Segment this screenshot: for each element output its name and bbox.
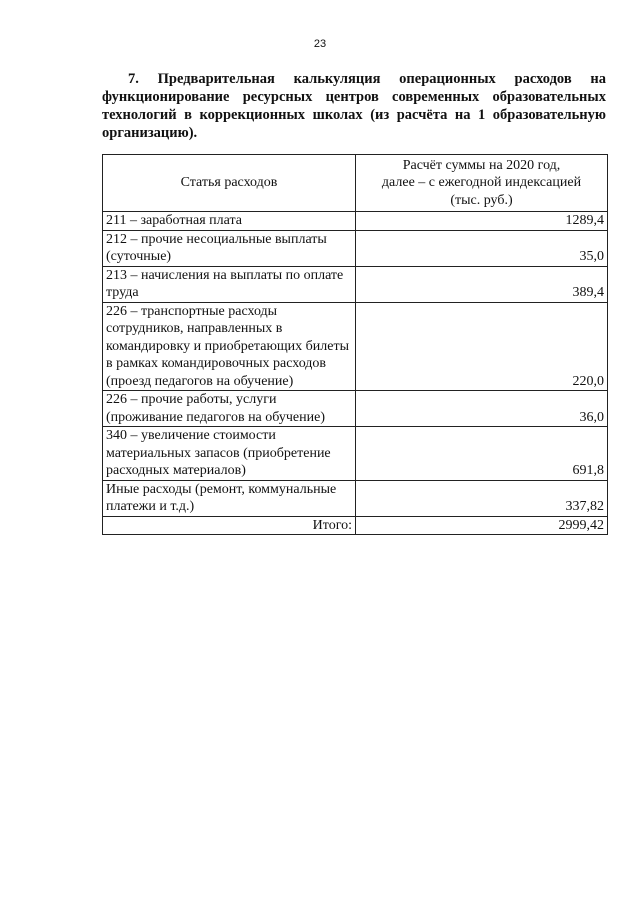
- table-row: [103, 427, 608, 481]
- header-item: Статья расходов: [103, 155, 356, 212]
- row-amount: 35,0: [356, 230, 608, 266]
- row-amount: 389,4: [356, 266, 608, 302]
- row-item: Иные расходы (ремонт, коммунальные платежи и т.д.): [103, 480, 356, 516]
- row-item: 213 – начисления на выплаты по оплате труда: [103, 266, 356, 302]
- total-label: Итого:: [103, 516, 356, 535]
- row-amount: 691,8: [356, 427, 608, 481]
- table-row: [103, 230, 608, 266]
- row-amount: 1289,4: [356, 212, 608, 231]
- table-row: [103, 391, 608, 427]
- header-amount: [356, 155, 608, 212]
- row-item: 340 – увеличение стоимости материальных запасов (приобретение расходных материалов): [103, 427, 356, 481]
- table-row: [103, 480, 608, 516]
- row-item: 211 – заработная плата: [103, 212, 356, 231]
- row-amount: 220,0: [356, 302, 608, 391]
- total-amount: 2999,42: [356, 516, 608, 535]
- page-number: 23: [313, 38, 327, 50]
- section-heading: 7. Предварительная калькуляция операционных расходов на функционирование ресурсных центров современных образовательных технологий в коррекционных школах (из расчёта на 1 образовательную организацию).: [102, 71, 606, 141]
- header-amount-line-3: (тыс. руб.): [450, 192, 513, 208]
- row-amount: 337,82: [356, 480, 608, 516]
- table-row: [103, 302, 608, 391]
- row-item: 226 – транспортные расходы сотрудников, направленных в командировку и приобретающих билеты в рамках командировочных расходов (проезд педагогов на обучение): [103, 302, 356, 391]
- table-row: [103, 266, 608, 302]
- table-header-row: [103, 155, 608, 212]
- expenses-table: [102, 154, 608, 535]
- row-item: 226 – прочие работы, услуги (проживание педагогов на обучение): [103, 391, 356, 427]
- row-amount: 36,0: [356, 391, 608, 427]
- table-row: [103, 212, 608, 231]
- table-total-row: [103, 516, 608, 535]
- header-amount-line-2: далее – с ежегодной индексацией: [381, 175, 582, 191]
- row-item: 212 – прочие несоциальные выплаты (суточные): [103, 230, 356, 266]
- header-amount-line-1: Расчёт суммы на 2020 год,: [402, 157, 561, 173]
